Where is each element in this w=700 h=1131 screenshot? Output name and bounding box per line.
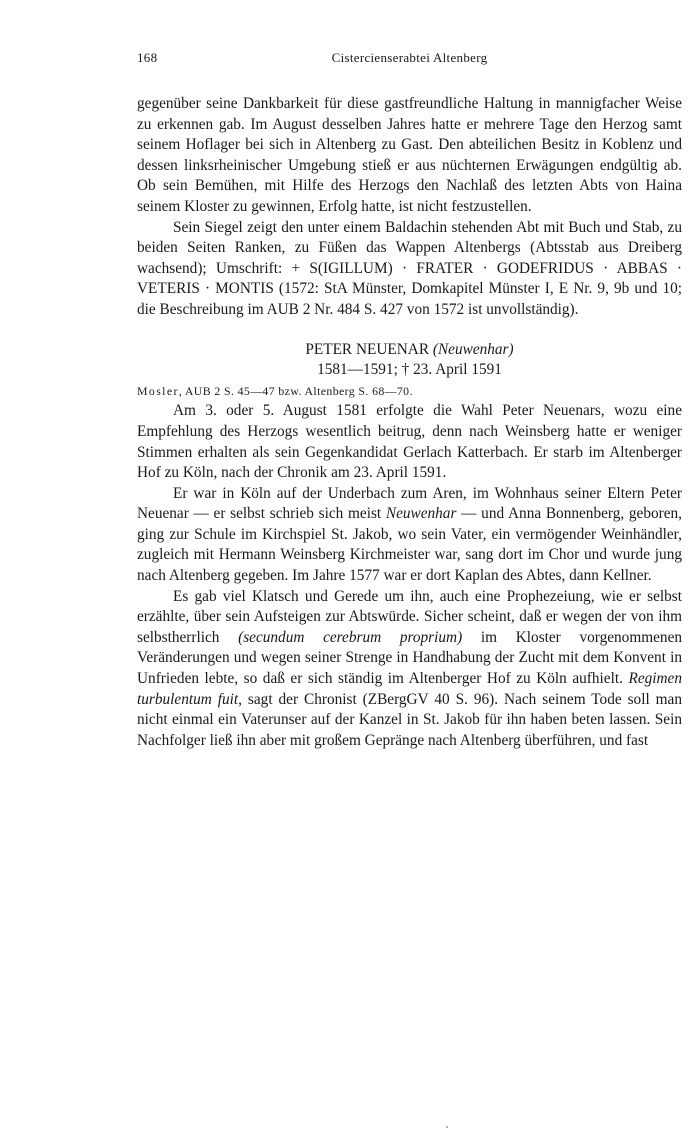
abbot-name-variant: (Neuwenhar)	[432, 340, 514, 358]
page	[137, 50, 682, 751]
italic-name: Neuwenhar	[385, 505, 457, 523]
paragraph-2: Sein Siegel zeigt den unter einem Baldachin stehenden Abt mit Buch und Stab, zu beiden Seiten Ranken, zu Füßen das Wappen Altenbergs (Abtsstab aus Dreiberg wachsend); Umschrift: + S(IGILLUM) · FRATER · GODEFRIDUS · ABBAS · VETERIS · MONTIS (1572: StA Münster, Domkapitel Münster I, E Nr. 9, 9b und 10; die Beschreibung im AUB 2 Nr. 484 S. 427 von 1572 ist unvollständig).	[137, 218, 682, 318]
italic-latin-quote: Regimen turbulentum fuit,	[137, 670, 682, 708]
paragraph-4: Er war in Köln auf der Underbach zum Aren, im Wohnhaus seiner Eltern Peter Neuenar — er selbst schrieb sich meist Neuwenhar — und Anna Bonnenberg, geboren, ging zur Schule im Kirchspiel St. Jakob, wo sein Vater, ein vermögender Weinhändler, zugleich mit Hermann Weinsberg Kirchmeister war, sang dort im Chor und wurde jung nach Altenberg gegeben. Im Jahre 1577 war er dort Kaplan des Abtes, dann Kellner.	[137, 484, 682, 585]
source-author: Mosler	[137, 383, 179, 398]
abbot-dates: 1581—1591; † 23. April 1591	[317, 361, 502, 379]
page-speck	[446, 1126, 448, 1128]
paragraph-1: gegenüber seine Dankbarkeit für diese gastfreundliche Haltung in mannigfacher Weise zu erkennen gab. Im August desselben Jahres hatte er mehrere Tage den Herzog samt seinem Hoflager bei sich in Altenberg zu Gast. Den abteilichen Besitz in Koblenz und dessen linksrheinischer Umgebung stieß er aus nüchternen Erwägungen endgültig ab. Ob sein Bemühen, mit Hilfe des Herzogs den Nachlaß des letzten Abts von Haina seinem Kloster zu gewinnen, Erfolg hatte, ist nicht festzustellen.	[137, 95, 682, 215]
source-reference	[137, 381, 682, 402]
page-number: 168	[137, 50, 158, 65]
running-title: Cistercienserabtei Altenberg	[331, 50, 488, 65]
paragraph-3: Am 3. oder 5. August 1581 erfolgte die Wahl Peter Neuenars, wozu eine Empfehlung des Herzogs wesentlich beitrug, denn nach Weinsberg hatte er weniger Stimmen erhalten als sein Gegenkandidat Gerlach Katterbach. Er starb im Altenberger Hof zu Köln, nach der Chronik am 23. April 1591.	[137, 402, 682, 482]
abbot-heading	[137, 340, 682, 361]
abbot-name: PETER NEUENAR	[305, 340, 430, 358]
body-text	[137, 94, 682, 751]
page-header	[137, 50, 682, 72]
paragraph-5: Es gab viel Klatsch und Gerede um ihn, auch eine Prophezeiung, wie er selbst erzählte, über sein Aufsteigen zur Abtswürde. Sicher scheint, daß er wegen der von ihm selbstherrlich (secundum cerebrum proprium) im Kloster vorgenommenen Veränderungen und wegen seiner Strenge in Handhabung der Zucht mit dem Konvent in Unfrieden lebte, so daß er sich ständig im Altenberger Hof zu Köln aufhielt. Regimen turbulentum fuit, sagt der Chronist (ZBergGV 40 S. 96). Nach seinem Tode soll man nicht einmal ein Vaterunser auf der Kanzel in St. Jakob für ihn haben beten lassen. Sein Nachfolger ließ ihn aber mit großem Gepränge nach Altenberg überführen, und fast	[137, 587, 683, 749]
source-details: , AUB 2 S. 45—47 bzw. Altenberg S. 68—70.	[178, 383, 413, 398]
italic-latin-phrase: (secundum cerebrum proprium)	[238, 628, 463, 646]
